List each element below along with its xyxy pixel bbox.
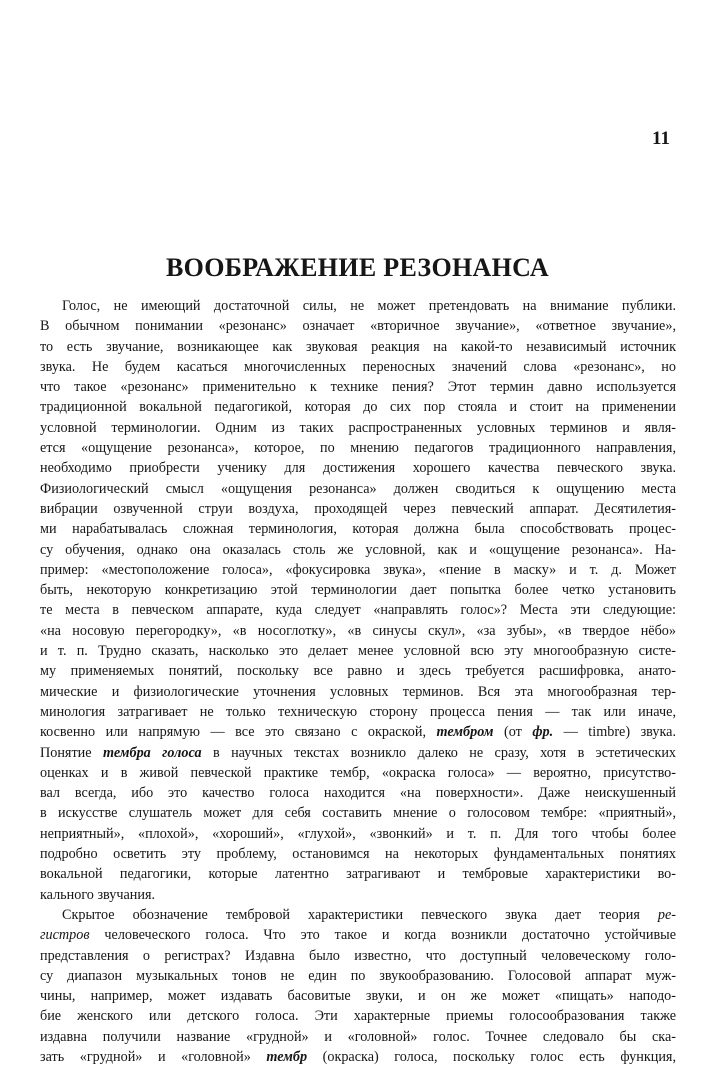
- text-line: звука. Не будем касаться многочисленных переносных значений слова «резонанс», но: [40, 358, 676, 375]
- text-segment: — timbre) звука.: [563, 724, 676, 741]
- text-segment: в научных текстах возникло далеко не сразу, хотя в эстетических: [212, 744, 676, 761]
- text-line: неприятный», «плохой», «хороший», «глухой», «звонкий» и т. п. Для того чтобы более: [40, 825, 676, 842]
- text-line: Физиологический смысл «ощущения резонанса» должен сводиться к ощущению места: [40, 480, 676, 497]
- text-line: му применяемых понятий, поскольку все равно и здесь требуется расшифровка, анато-: [40, 663, 676, 680]
- text-line: су обучения, однако она оказалась столь же условной, как и «ощущение резонанса». На-: [40, 541, 676, 558]
- text-line: чины, например, может издавать басовитые звуки, и он же может «пищать» наподо-: [40, 988, 676, 1005]
- page-number: 11: [652, 128, 670, 149]
- text-segment: косвенно или напрямую — все это связано с окраской,: [40, 724, 427, 741]
- text-segment: (окраска) голоса, поскольку голос есть функция,: [322, 1048, 676, 1065]
- text-line: подробно осветить эту проблему, остановимся на некоторых фундаментальных понятиях: [40, 846, 676, 863]
- term-emphasis: фр.: [532, 724, 554, 741]
- text-line: [40, 722, 676, 742]
- text-line: вал всегда, ибо это качество голоса находится «на поверхности». Даже неискушенный: [40, 785, 676, 802]
- text-line: традиционной вокальной педагогикой, которая до сих пор стояла и стоит на применении: [40, 399, 676, 416]
- text-line: ми нарабатывалась сложная терминология, которая должна была способствовать процес-: [40, 521, 676, 538]
- term-emphasis: тембра голоса: [102, 744, 202, 761]
- text-line: то есть звучание, возникающее как звуковая реакция на какой-то независимый источник: [40, 338, 676, 355]
- text-line: необходимо приобрести ученику для достижения хорошего качества певческого звука.: [40, 460, 676, 477]
- text-line: условной терминологии. Одним из таких распространенных условных терминов и явля-: [40, 419, 676, 436]
- text-line: пример: «местоположение голоса», «фокусировка звука», «пение в маску» и т. д. Может: [40, 561, 676, 578]
- chapter-title: ВООБРАЖЕНИЕ РЕЗОНАНСА: [166, 253, 549, 282]
- text-line: в искусстве слушатель может для себя составить мнение о голосовом тембре: «приятный»,: [40, 805, 676, 822]
- text-line: вибрации озвученной струи воздуха, проходящей через певческий аппарат. Десятилетия-: [40, 500, 676, 517]
- text-segment: Понятие: [40, 744, 92, 761]
- text-segment: зать «грудной» и «головной»: [40, 1048, 251, 1065]
- text-line: издавна получили название «грудной» и «головной» голос. Точнее следовало бы ска-: [40, 1028, 676, 1045]
- text-line: бие женского или детского голоса. Эти характерные приемы голосообразования также: [40, 1008, 676, 1025]
- text-line: [40, 925, 676, 945]
- text-line: «на носовую перегородку», «в носоглотку», «в синусы скул», «за зубы», «в твердое нёбо»: [40, 622, 676, 639]
- text-line: минология затрагивает не только техническую сторону процесса пения — так или иначе,: [40, 703, 676, 720]
- text-line: су диапазон музыкальных тонов не един по звукообразованию. Голосовой аппарат муж-: [40, 967, 676, 984]
- text-segment: (от: [503, 724, 522, 741]
- text-line: те места в певческом аппарате, куда следует «направлять голос»? Места эти следующие:: [40, 602, 676, 619]
- text-line: [40, 1047, 676, 1067]
- text-line: [40, 905, 676, 925]
- body-text: [40, 296, 676, 1067]
- text-line: быть, некоторую конкретизацию этой терминологии дает попытка более четко установить: [40, 582, 676, 599]
- text-line: мические и физиологические уточнения условных терминов. Вся эта многообразная тер-: [40, 683, 676, 700]
- text-line: вокальной педагогики, которые латентно затрагивают и тембровые характеристики во-: [40, 866, 676, 883]
- term-emphasis: тембром: [436, 724, 494, 741]
- text-segment: человеческого голоса. Что это такое и когда возникли достаточно устойчивые: [104, 927, 676, 944]
- term-italic: гистров: [40, 927, 90, 944]
- text-line: что такое «резонанс» применительно к технике пения? Этот термин давно используется: [40, 379, 676, 396]
- text-line: Голос, не имеющий достаточной силы, не может претендовать на внимание публики.: [62, 298, 676, 314]
- text-line: ется «ощущение резонанса», которое, по мнению педагогов традиционного направления,: [40, 440, 676, 457]
- text-line: В обычном понимании «резонанс» означает «вторичное звучание», «ответное звучание»,: [40, 318, 676, 335]
- text-line: представления о регистрах? Издавна было известно, что доступный человеческому голо-: [40, 947, 676, 964]
- text-line: оценках и в живой певческой практике тембр, «окраска голоса» — вероятно, присутство-: [40, 764, 676, 781]
- term-italic: ре-: [657, 906, 676, 923]
- text-line: и т. п. Трудно сказать, насколько это делает менее условной всю эту многообразную систе-: [40, 643, 676, 660]
- text-line: [40, 743, 676, 763]
- text-line: кального звучания.: [40, 886, 156, 903]
- text-segment: Скрытое обозначение тембровой характеристики певческого звука дает теория: [62, 906, 640, 923]
- term-emphasis: тембр: [266, 1048, 308, 1065]
